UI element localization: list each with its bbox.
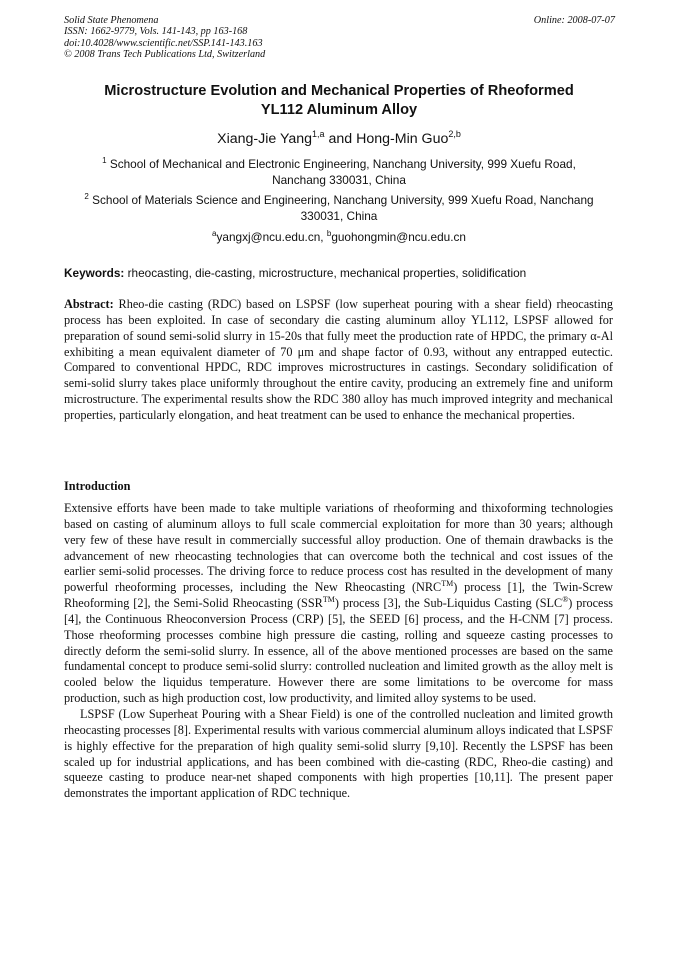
author-emails (64, 229, 614, 245)
email-a[interactable]: yangxj@ncu.edu.cn, (216, 230, 327, 244)
journal-doi: doi:10.4028/www.scientific.net/SSP.141-143.163 (64, 37, 263, 49)
affiliation-1 (64, 156, 614, 188)
intro-p1-part-d: ) process [4], the Continuous Rheoconversion Process (CRP) [5], the SEED [6] process, and the H-CNM [7] process. Those rheoforming processes combine high pressure die casting, rolling and squeeze casting processes to directly deform the semi-solid slurry. In essence, all of the above mentioned processes are based on the same fundamental concept to produce semi-solid slurry: controlled nucleation and limited growth as the alloy melt is cooled below the liquidus temperature. However there are some limitations to be overcome for mass production, such as high production cost, low productivity, and limited alloy systems to be used. (64, 596, 614, 706)
intro-paragraph-2: LSPSF (Low Superheat Pouring with a Shear Field) is one of the controlled nucleation and limited growth rheocasting processes [8]. Experimental results with various commercial aluminum alloys indicated that LSPSF is highly effective for the preparation of high quality semi-solid slurry [9,10]. Recently the LSPSF has been scaled up for industrial applications, and has been combined with die-casting (RDC, Rheo-die casting) and squeeze casting to produce near-net shaped components with high properties [10,11]. The present paper demonstrates the important application of RDC technique. (64, 706, 613, 801)
email-a-marker: a (212, 229, 217, 238)
journal-header (64, 15, 364, 61)
abstract-label: Abstract: (64, 297, 114, 311)
author-1: Xiang-Jie Yang (217, 131, 313, 147)
keywords-label: Keywords: (64, 266, 125, 280)
email-b-marker: b (326, 229, 332, 238)
abstract (64, 297, 613, 424)
online-date: Online: 2008-07-07 (533, 15, 615, 26)
author-2-affiliation: 2,b (448, 129, 461, 139)
registered-mark: ® (562, 595, 569, 605)
section-heading-introduction: Introduction (64, 479, 131, 493)
intro-p1-part-a: Extensive efforts have been made to take multiple variations of rheoforming and thixoforming technologies based on casting of aluminum alloys to full scale commercial exploitation for more than 30 years; although very few of these have result in commercially successful alloy production. One of themain drawbacks is the advancement of new rheocasting technologies that can overcome both the technical and cost issues of the earlier semi-solid processes. The driving force to reduce process cost has resulted in the development of many powerful rheoforming processes, including the New Rheocasting (NRC (64, 501, 613, 595)
introduction-body (64, 501, 613, 802)
keywords (64, 265, 624, 281)
affiliation-1-number: 1 (102, 156, 107, 165)
author-2: Hong-Min Guo (356, 131, 449, 147)
affiliation-1-line-2: Nanchang 330031, China (272, 173, 406, 187)
trademark-mark: TM (441, 579, 454, 589)
intro-paragraph-1 (64, 501, 613, 707)
affiliation-2-line-1: School of Materials Science and Engineering, Nanchang University, 999 Xuefu Road, Nanchang (92, 193, 594, 207)
affiliation-2 (64, 192, 614, 224)
author-list (64, 130, 614, 148)
journal-copyright: © 2008 Trans Tech Publications Ltd, Switzerland (64, 49, 266, 61)
affiliation-1-line-1: School of Mechanical and Electronic Engineering, Nanchang University, 999 Xuefu Road, (109, 157, 576, 171)
author-conjunction: and (324, 131, 357, 147)
author-1-affiliation: 1,a (312, 129, 325, 139)
paper-title (64, 82, 614, 120)
journal-issn: ISSN: 1662-9779, Vols. 141-143, pp 163-168 (64, 26, 248, 38)
trademark-mark: TM (322, 595, 335, 605)
abstract-text: Rheo-die casting (RDC) based on LSPSF (low superheat pouring with a shear field) rheocasting process has been exploited. In case of secondary die casting aluminum alloy YL112, LSPSF allowed for preparation of sound semi-solid slurry in 15-20s that fully meet the production rate of HPDC, the primary α-Al exhibiting a mean equivalent diameter of 70 μm and shape factor of 0.93, without any entrapped eutectic. Compared to conventional HPDC, RDC improves microstructures in castings. Secondary solidification of semi-solid slurry takes place uniformly throughout the entire cavity, producing an extremely fine and uniform microstructure. The experimental results show the RDC 380 alloy has much improved integrity and mechanical properties, particularly elongation, and heat treatment can be used to enhance the mechanical properties. (64, 297, 613, 422)
keywords-text: rheocasting, die-casting, microstructure, mechanical properties, solidification (124, 266, 527, 280)
journal-name: Solid State Phenomena (64, 15, 159, 26)
email-b[interactable]: guohongmin@ncu.edu.cn (331, 230, 466, 244)
affiliation-2-number: 2 (84, 192, 89, 201)
title-line-1: Microstructure Evolution and Mechanical Properties of Rheoformed (104, 83, 574, 99)
intro-p1-part-b: ) process [1], the Twin-Screw Rheoforming [2], the Semi-Solid Rheocasting (SSR (64, 580, 613, 611)
intro-p1-part-c: ) process [3], the Sub-Liquidus Casting (SLC (334, 596, 563, 611)
title-line-2: YL112 Aluminum Alloy (260, 102, 418, 118)
affiliation-2-line-2: 330031, China (300, 209, 378, 223)
